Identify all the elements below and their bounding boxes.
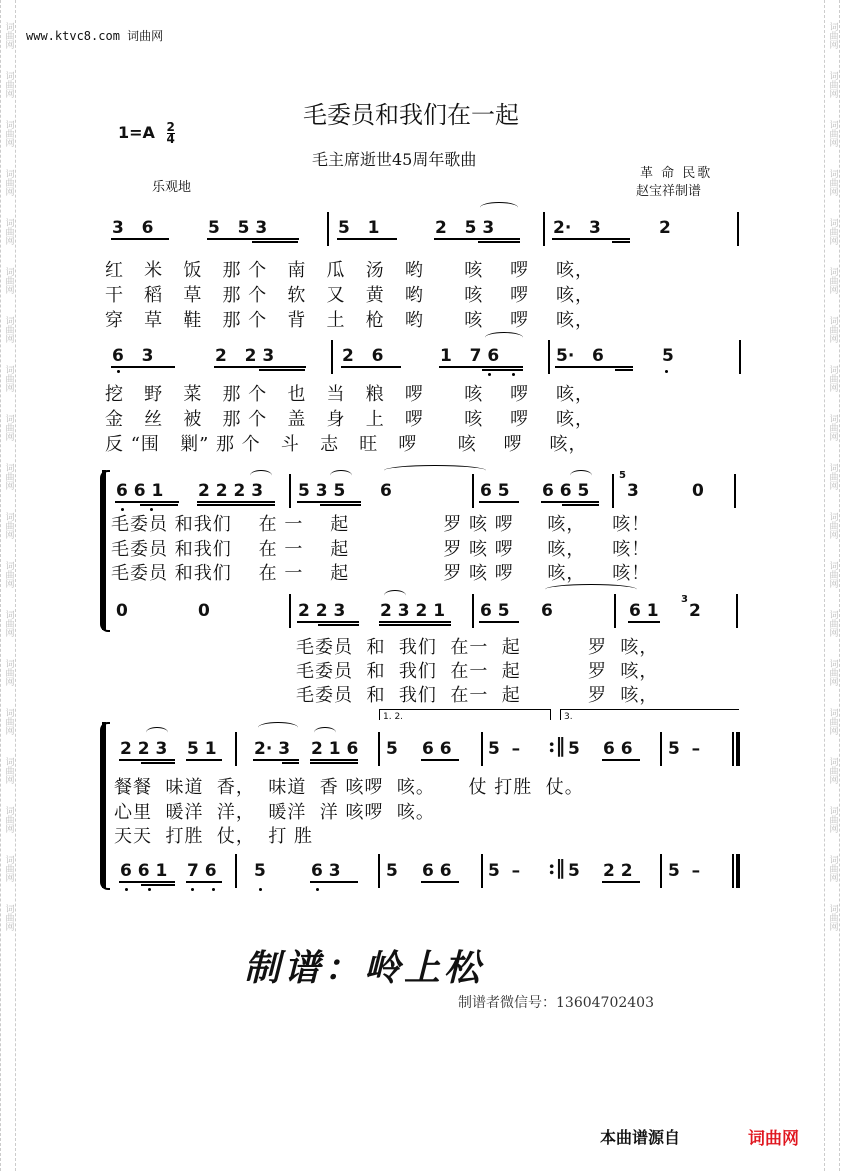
- watermark-text: 词曲网: [827, 561, 838, 588]
- barline: [739, 340, 741, 374]
- credit-label: 制谱：: [244, 947, 365, 989]
- lyric-verse-1: 毛委员 和我们 在 一 起 罗 咳 啰 咳， 咳！: [111, 514, 651, 535]
- note-group: 6 6 1: [120, 861, 168, 881]
- barline: [612, 474, 614, 508]
- slur: [485, 332, 523, 343]
- barline: [660, 854, 662, 888]
- volta-label-1: 1. 2.: [383, 712, 404, 722]
- note-group: 6 6 1: [116, 481, 164, 501]
- barline: [289, 474, 291, 508]
- lyric-verse-3: 天天 打胜 仗， 打 胜: [114, 826, 314, 847]
- low-octave-dot: [259, 888, 262, 891]
- note-group: 5: [568, 739, 580, 759]
- barline: [737, 212, 739, 246]
- watermark-text: 词曲网: [3, 855, 14, 882]
- note-group: 0: [692, 481, 704, 501]
- low-octave-dot: [665, 370, 668, 373]
- watermark-text: 词曲网: [3, 463, 14, 490]
- barline: [734, 474, 736, 508]
- low-octave-dot: [191, 888, 194, 891]
- song-subtitle: 毛主席逝世45周年歌曲: [312, 150, 477, 169]
- note-group: 5· 6: [556, 346, 604, 366]
- beam: [282, 762, 299, 764]
- volta-bracket-2: [560, 709, 739, 720]
- watermark-text: 词曲网: [827, 169, 838, 196]
- beam: [421, 881, 459, 883]
- barline: [327, 212, 329, 246]
- slur: [258, 722, 298, 733]
- watermark-text: 词曲网: [3, 904, 14, 931]
- note-group: 6 3: [112, 346, 154, 366]
- note-group: 5: [254, 861, 266, 881]
- watermark-text: 词曲网: [827, 659, 838, 686]
- beam: [318, 624, 359, 626]
- note-group: 2 2 3: [120, 739, 168, 759]
- barline: [736, 594, 738, 628]
- arranger: 赵宝祥制谱: [636, 184, 702, 199]
- note-group: 0: [198, 601, 210, 621]
- beam: [379, 621, 451, 623]
- lyric-verse-1: 毛委员 和 我们 在一 起 罗 咳，: [296, 637, 659, 658]
- note-group: 0: [116, 601, 128, 621]
- volta-label-2: 3.: [564, 712, 573, 722]
- lyric-verse-1: 红 米 饭 那 个 南 瓜 汤 哟 咳 啰 咳，: [105, 260, 594, 281]
- slur: [146, 727, 168, 738]
- beam: [602, 759, 640, 761]
- note-group: 5: [662, 346, 674, 366]
- beam: [562, 504, 599, 506]
- barline: [378, 732, 380, 766]
- low-octave-dot: [488, 373, 491, 376]
- watermark-text: 词曲网: [827, 120, 838, 147]
- note-group: 5: [386, 861, 398, 881]
- slur: [570, 470, 592, 481]
- slur: [480, 202, 518, 213]
- credit-name: 岭上松: [364, 947, 485, 989]
- lyric-verse-2: 金 丝 被 那 个 盖 身 上 啰 咳 啰 咳，: [105, 409, 594, 430]
- watermark-text: 词曲网: [827, 218, 838, 245]
- beam: [552, 238, 630, 240]
- note-group: 6 6: [603, 739, 633, 759]
- watermark-text: 词曲网: [827, 316, 838, 343]
- beam: [214, 366, 306, 368]
- watermark-text: 词曲网: [827, 806, 838, 833]
- note-group: 6 3: [311, 861, 341, 881]
- low-octave-dot: [316, 888, 319, 891]
- beam: [555, 366, 633, 368]
- beam: [337, 238, 397, 240]
- barline: [732, 854, 734, 888]
- barline: [331, 340, 333, 374]
- note-group: 2· 3: [254, 739, 291, 759]
- beam: [186, 759, 222, 761]
- beam: [141, 762, 175, 764]
- low-octave-dot: [125, 888, 128, 891]
- note-group: 2: [659, 218, 671, 238]
- note-group: 6 1: [629, 601, 659, 621]
- tie: [545, 584, 637, 595]
- barline: [660, 732, 662, 766]
- note-group: 5: [386, 739, 398, 759]
- beam: [482, 369, 523, 371]
- note-group: 2: [689, 601, 701, 621]
- note-group: 5 –: [488, 739, 521, 759]
- beam: [615, 369, 633, 371]
- beam: [421, 759, 459, 761]
- note-group: 2 1 6: [311, 739, 359, 759]
- note-group: 2 3 2 1: [380, 601, 446, 621]
- beam: [434, 238, 520, 240]
- lyric-verse-1: 餐餐 味道 香， 味道 香 咳啰 咳。 仗 打胜 仗。: [114, 777, 584, 798]
- watermark-text: 词曲网: [827, 610, 838, 637]
- wechat-id: 制谱者微信号：13604702403: [458, 995, 654, 1011]
- watermark-text: 词曲网: [3, 22, 14, 49]
- watermark-text: 词曲网: [3, 120, 14, 147]
- note-group: 6 6: [422, 739, 452, 759]
- lyric-verse-3: 毛委员 和 我们 在一 起 罗 咳，: [296, 685, 659, 706]
- barline: [481, 732, 483, 766]
- note-group: 2 2 2 3: [198, 481, 264, 501]
- watermark-text: 词曲网: [3, 267, 14, 294]
- beam: [252, 241, 298, 243]
- note-group: 5: [568, 861, 580, 881]
- lyric-verse-3: 反 “围 剿” 那 个 斗 志 旺 啰 咳 啰 咳，: [105, 434, 588, 455]
- transcriber-credit: [244, 940, 484, 991]
- note-group: 6 5: [480, 601, 510, 621]
- song-origin: 革 命 民歌: [640, 166, 713, 181]
- barline: [614, 594, 616, 628]
- slur: [250, 470, 272, 481]
- lyric-verse-3: 毛委员 和我们 在 一 起 罗 咳 啰 咳， 咳！: [111, 563, 651, 584]
- note-group: 7 6: [187, 861, 217, 881]
- watermark-text: 词曲网: [3, 708, 14, 735]
- watermark-text: 词曲网: [827, 708, 838, 735]
- note-group: 3: [627, 481, 639, 501]
- beam: [479, 501, 519, 503]
- beam: [197, 504, 275, 506]
- beam: [478, 241, 520, 243]
- barline: [543, 212, 545, 246]
- watermark-text: 词曲网: [3, 659, 14, 686]
- beam: [479, 621, 519, 623]
- slur: [384, 590, 406, 601]
- final-barline: [736, 854, 740, 888]
- watermark-text: 词曲网: [3, 561, 14, 588]
- lyric-verse-2: 干 稻 草 那 个 软 又 黄 哟 咳 啰 咳，: [105, 285, 594, 306]
- note-group: 5 5 3: [208, 218, 268, 238]
- tempo-marking: 乐观地: [152, 180, 192, 195]
- low-octave-dot: [212, 888, 215, 891]
- barline: [472, 474, 474, 508]
- note-group: 5 1: [187, 739, 217, 759]
- note-group: 2 6: [342, 346, 384, 366]
- beam: [111, 238, 169, 240]
- system-brace: [100, 470, 110, 632]
- watermark-text: 词曲网: [827, 757, 838, 784]
- note-group: 6: [380, 481, 392, 501]
- beam: [310, 881, 358, 883]
- repeat-end-sign: :‖: [548, 855, 566, 879]
- lyric-verse-3: 穿 草 鞋 那 个 背 土 枪 哟 咳 啰 咳，: [105, 310, 594, 331]
- watermark-text: 词曲网: [3, 218, 14, 245]
- note-group: 5 –: [668, 739, 701, 759]
- watermark-text: 词曲网: [3, 757, 14, 784]
- lyric-verse-2: 心里 暖洋 洋， 暖洋 洋 咳啰 咳。: [114, 802, 435, 823]
- beam: [439, 366, 523, 368]
- low-octave-dot: [148, 888, 151, 891]
- note-group: 5 1: [338, 218, 380, 238]
- barline: [235, 732, 237, 766]
- watermark-text: 词曲网: [827, 71, 838, 98]
- beam: [140, 504, 178, 506]
- watermark-text: 词曲网: [3, 512, 14, 539]
- low-octave-dot: [512, 373, 515, 376]
- time-top: 2: [166, 120, 175, 134]
- watermark-text: 词曲网: [3, 169, 14, 196]
- barline: [378, 854, 380, 888]
- beam: [186, 881, 222, 883]
- note-group: 1 7 6: [440, 346, 500, 366]
- watermark-text: 词曲网: [827, 904, 838, 931]
- watermark-text: 词曲网: [3, 806, 14, 833]
- beam: [119, 881, 175, 883]
- key-signature: [118, 122, 175, 145]
- watermark-text: 词曲网: [3, 610, 14, 637]
- barline: [235, 854, 237, 888]
- slur: [330, 470, 352, 481]
- watermark-text: 词曲网: [3, 71, 14, 98]
- note-group: 6 6: [422, 861, 452, 881]
- beam: [310, 762, 358, 764]
- note-group: 6 6 5: [542, 481, 590, 501]
- beam: [207, 238, 299, 240]
- right-watermark-strip: [824, 0, 840, 1171]
- beam: [628, 621, 660, 623]
- note-group: 2 5 3: [435, 218, 495, 238]
- barline: [732, 732, 734, 766]
- beam: [379, 624, 451, 626]
- beam: [541, 501, 599, 503]
- beam: [310, 759, 358, 761]
- beam: [119, 759, 175, 761]
- grace-note: 5: [619, 470, 626, 481]
- beam: [612, 241, 630, 243]
- beam: [320, 504, 361, 506]
- lyric-verse-2: 毛委员 和我们 在 一 起 罗 咳 啰 咳， 咳！: [111, 539, 651, 560]
- note-group: 2· 3: [553, 218, 601, 238]
- site-url[interactable]: www.ktvc8.com 词曲网: [26, 29, 164, 43]
- beam: [602, 881, 640, 883]
- beam: [297, 621, 359, 623]
- volta-bracket-1: [379, 709, 551, 720]
- lyric-verse-2: 毛委员 和 我们 在一 起 罗 咳，: [296, 661, 659, 682]
- watermark-text: 词曲网: [827, 463, 838, 490]
- grace-note: 3: [681, 594, 688, 605]
- barline: [289, 594, 291, 628]
- time-bottom: 4: [166, 132, 175, 146]
- key-text: 1=A: [118, 123, 155, 142]
- watermark-text: 词曲网: [3, 365, 14, 392]
- beam: [197, 501, 275, 503]
- beam: [297, 501, 361, 503]
- footer-brand-link[interactable]: 词曲网: [748, 1129, 799, 1149]
- note-group: 2 2: [603, 861, 633, 881]
- song-title: 毛委员和我们在一起: [303, 101, 519, 129]
- watermark-text: 词曲网: [827, 267, 838, 294]
- note-group: 2 2 3: [215, 346, 275, 366]
- slur: [314, 727, 336, 738]
- beam: [259, 369, 305, 371]
- watermark-text: 词曲网: [827, 512, 838, 539]
- time-signature: [167, 122, 175, 145]
- barline: [481, 854, 483, 888]
- beam: [141, 884, 175, 886]
- beam: [341, 366, 401, 368]
- watermark-text: 词曲网: [827, 414, 838, 441]
- barline: [472, 594, 474, 628]
- barline: [548, 340, 550, 374]
- watermark-text: 词曲网: [3, 316, 14, 343]
- left-watermark-strip: [0, 0, 16, 1171]
- note-group: 2 2 3: [298, 601, 346, 621]
- watermark-text: 词曲网: [827, 22, 838, 49]
- repeat-end-sign: :‖: [548, 733, 566, 757]
- note-group: 3 6: [112, 218, 154, 238]
- note-group: 6: [541, 601, 553, 621]
- watermark-text: 词曲网: [827, 855, 838, 882]
- final-barline: [736, 732, 740, 766]
- system-brace: [100, 722, 110, 890]
- low-octave-dot: [117, 370, 120, 373]
- watermark-text: 词曲网: [3, 414, 14, 441]
- beam: [111, 366, 175, 368]
- lyric-verse-1: 挖 野 菜 那 个 也 当 粮 啰 咳 啰 咳，: [105, 384, 594, 405]
- tie: [384, 465, 486, 476]
- watermark-text: 词曲网: [827, 365, 838, 392]
- note-group: 6 5: [480, 481, 510, 501]
- note-group: 5 –: [668, 861, 701, 881]
- note-group: 5 3 5: [298, 481, 346, 501]
- beam: [253, 759, 299, 761]
- footer-source: 本曲谱源自: [600, 1128, 681, 1147]
- beam: [115, 501, 179, 503]
- note-group: 5 –: [488, 861, 521, 881]
